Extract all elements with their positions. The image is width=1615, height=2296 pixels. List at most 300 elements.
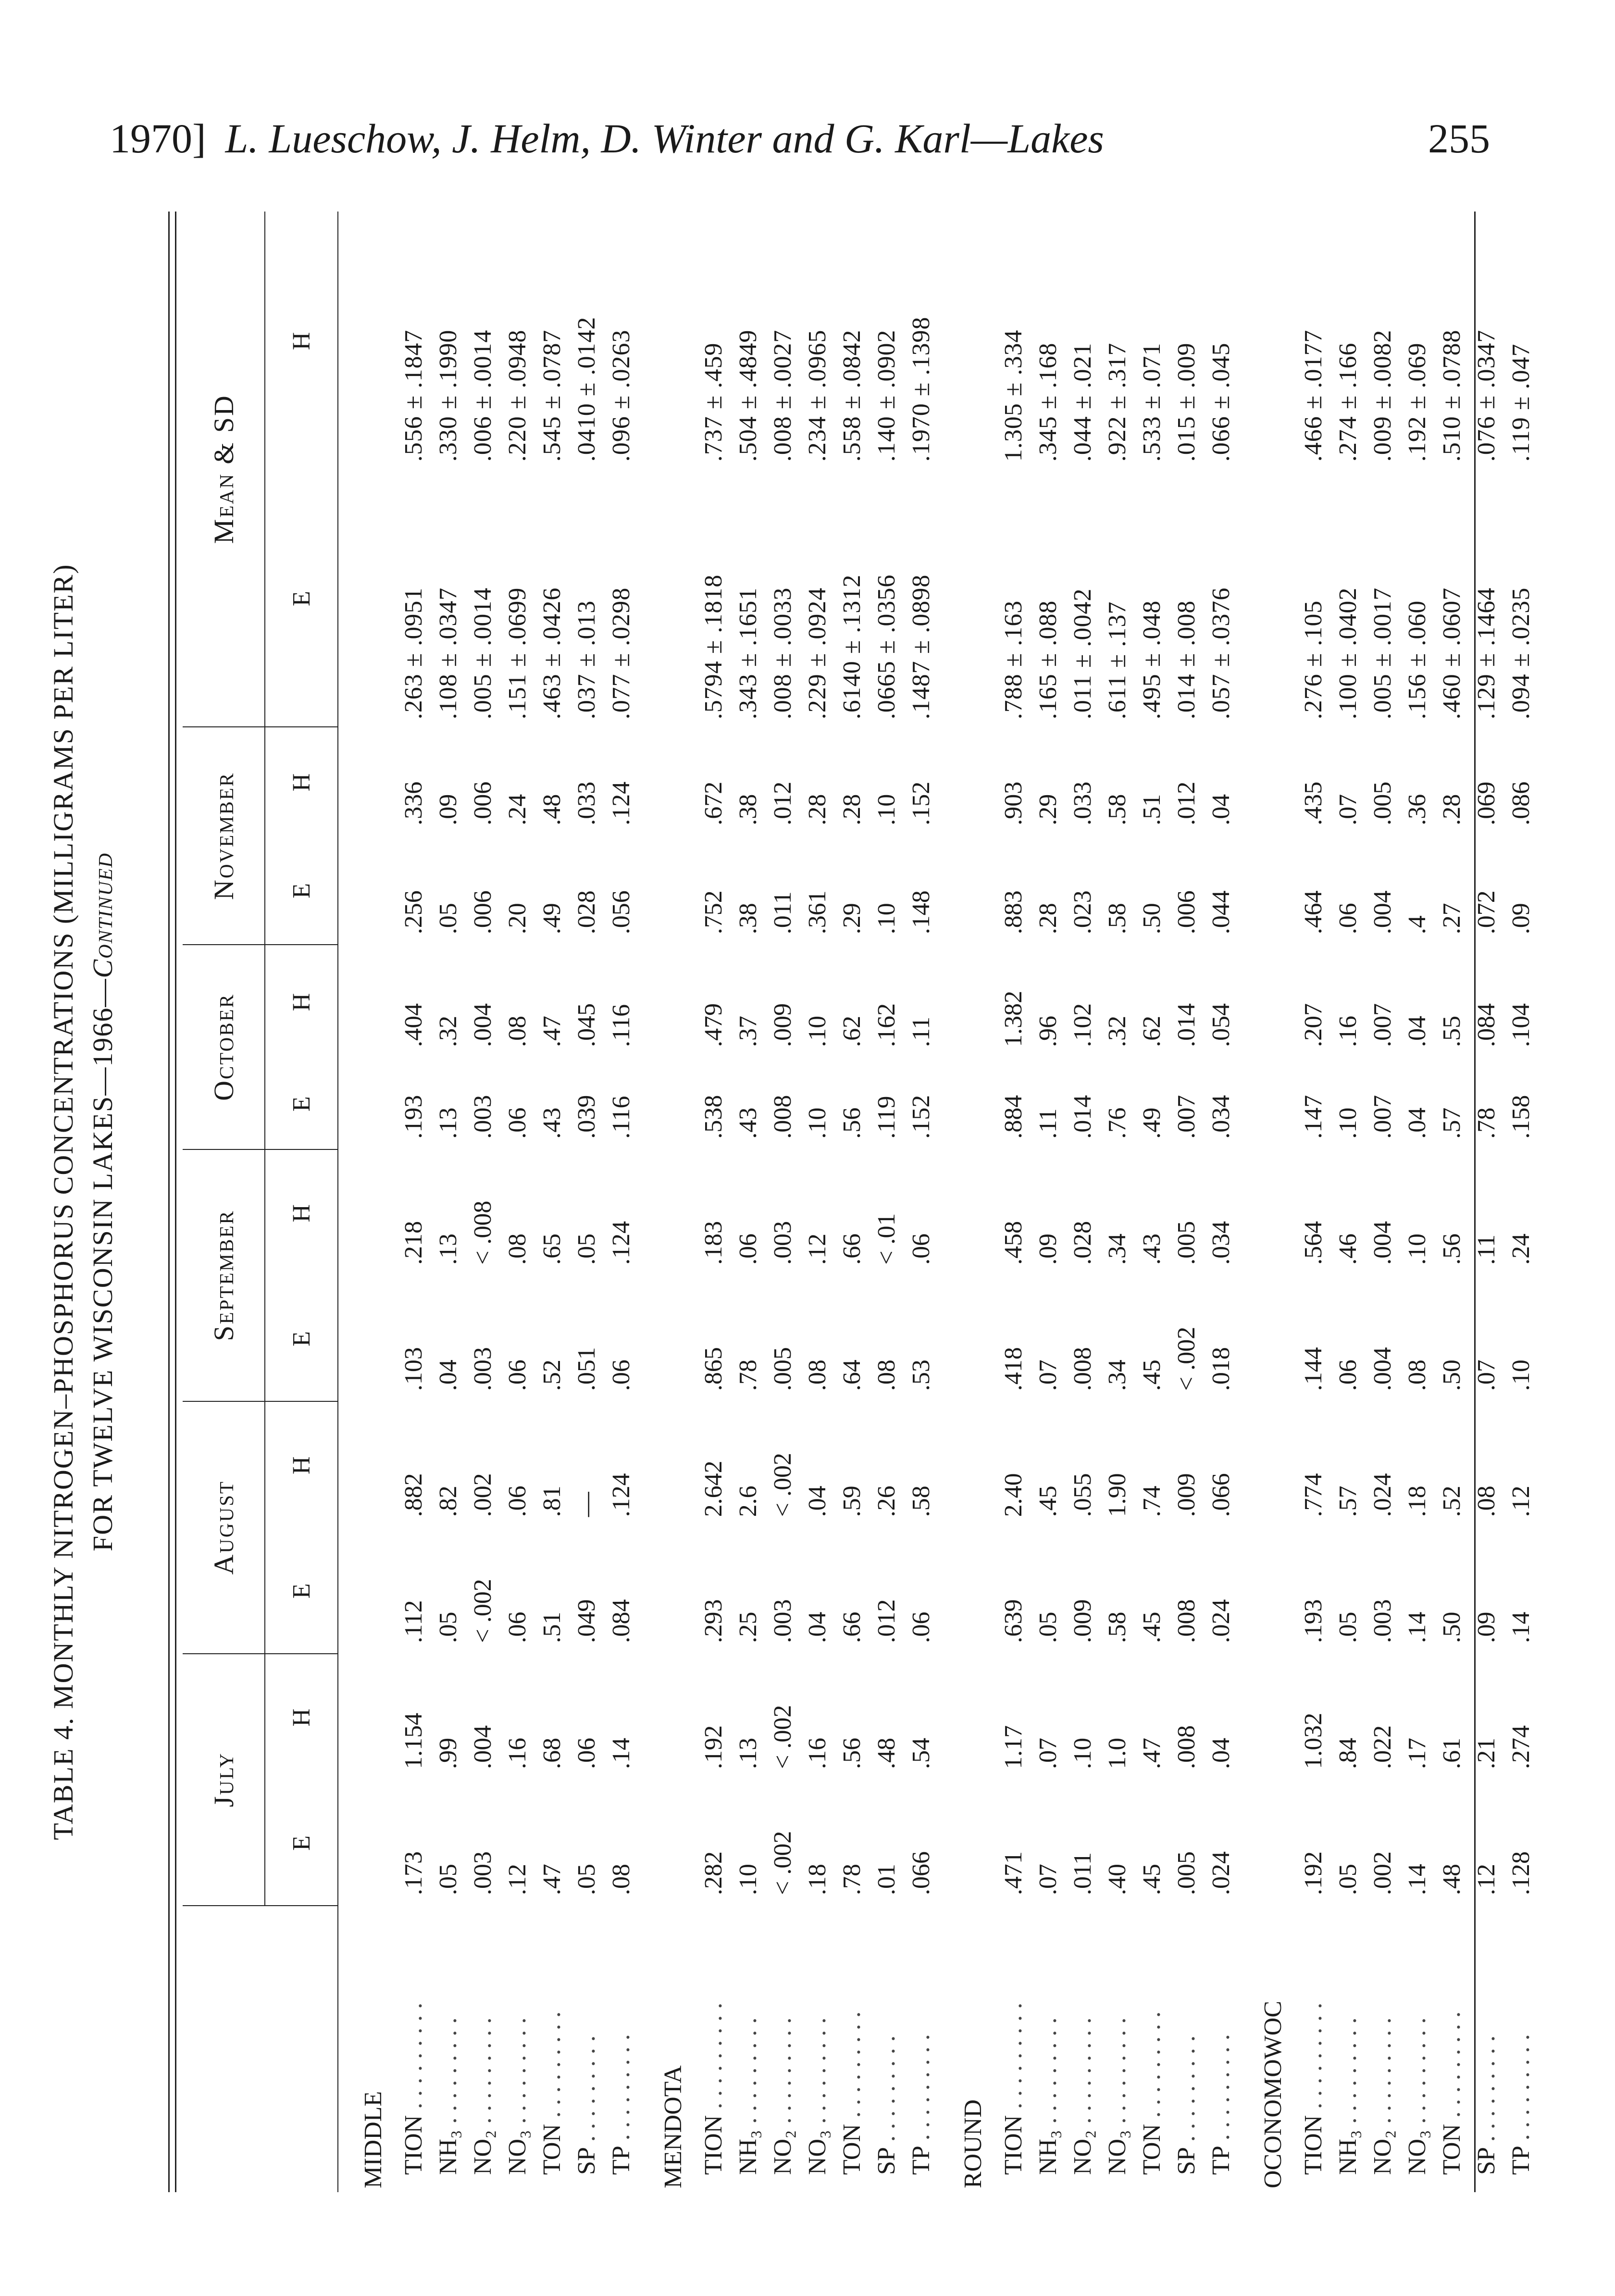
leader-dots: . . . . . . . . .: [1207, 2034, 1235, 2147]
empty-cell: [638, 836, 696, 945]
value-cell: .10: [872, 903, 900, 935]
parameter-name: TON: [1138, 2124, 1166, 2175]
empty-cell: [638, 1149, 696, 1275]
mean-sd-cell: .005 ± .0017: [1368, 587, 1396, 720]
empty-cell: [938, 1058, 996, 1149]
mean-sd-cell: .229 ± .0924: [803, 587, 831, 720]
value-cell: .04: [1403, 1015, 1431, 1047]
empty-cell: [1238, 469, 1296, 727]
value-cell: .049: [572, 1599, 600, 1643]
value-cell: .05: [434, 1864, 462, 1895]
value-cell: .14: [1507, 1611, 1535, 1643]
empty-cell: [1238, 1401, 1296, 1527]
table-row: [1434, 212, 1469, 2192]
value-cell: .024: [1368, 1473, 1396, 1517]
leader-dots: . . . . . . . . .: [1103, 2017, 1131, 2130]
table-top-rule: [168, 212, 170, 2192]
parameter-label: [1065, 1906, 1100, 2192]
mean-sd-cell: .151 ± .0699: [503, 587, 531, 720]
table-row: [569, 212, 604, 2192]
value-cell: .55: [1438, 1015, 1466, 1047]
value-cell: .28: [803, 794, 831, 825]
value-cell: 1.382: [999, 990, 1027, 1047]
mean-sd-cell: .611 ± .137: [1103, 601, 1131, 720]
value-cell: .066: [907, 1851, 935, 1895]
mean-sd-cell: .556 ± .1847: [399, 329, 427, 462]
value-cell: .48: [538, 794, 566, 825]
parameter-name: NO₃: [803, 2130, 831, 2175]
parameter-label: [1296, 1906, 1330, 2192]
parameter-name: TP: [607, 2146, 635, 2175]
parameter-name: SP: [1472, 2148, 1500, 2175]
value-cell: .05: [1334, 1611, 1362, 1643]
parameter-label: [1365, 1906, 1400, 2192]
empty-cell: [638, 1780, 696, 1906]
leader-dots: . . . . . . . . .: [1138, 2011, 1166, 2124]
table-row: [1365, 212, 1400, 2192]
parameter-name: SP: [1172, 2148, 1200, 2175]
value-cell: .14: [1403, 1611, 1431, 1643]
parameter-label: [869, 1906, 904, 2192]
value-cell: .005: [1172, 1851, 1200, 1895]
value-cell: .193: [399, 1095, 427, 1139]
value-cell: .005: [1172, 1221, 1200, 1265]
value-cell: .12: [503, 1864, 531, 1895]
empty-cell: [938, 836, 996, 945]
mean-sd-cell: .5794 ± .1818: [699, 574, 727, 720]
value-cell: .06: [503, 1485, 531, 1517]
sub-header-h: H: [265, 212, 338, 469]
rotated-table-block: [43, 212, 1535, 2192]
value-cell: .004: [1368, 1347, 1396, 1391]
value-cell: .07: [1034, 1360, 1062, 1391]
parameter-label: [1330, 1906, 1365, 2192]
parameter-name: TP: [907, 2146, 935, 2175]
empty-cell: [338, 945, 396, 1058]
value-cell: .116: [607, 1096, 635, 1139]
value-cell: 1.0: [1103, 1737, 1131, 1769]
parameter-label: [465, 1906, 500, 2192]
value-cell: .06: [1334, 903, 1362, 935]
value-cell: .023: [1068, 890, 1096, 935]
value-cell: .06: [572, 1737, 600, 1769]
empty-cell: [338, 1275, 396, 1401]
value-cell: 2.642: [699, 1460, 727, 1517]
value-cell: .32: [434, 1015, 462, 1047]
value-cell: .51: [538, 1611, 566, 1643]
value-cell: .183: [699, 1221, 727, 1265]
month-header-row: [183, 212, 265, 2192]
value-cell: 1.154: [399, 1712, 427, 1769]
value-cell: .36: [1403, 794, 1431, 825]
value-cell: 2.40: [999, 1473, 1027, 1517]
value-cell: .18: [1403, 1485, 1431, 1517]
month-header-mean-sd: Mean & SD: [183, 212, 265, 727]
mean-sd-cell: .015 ± .009: [1172, 342, 1200, 462]
value-cell: .11: [1034, 1108, 1062, 1139]
value-cell: .464: [1299, 890, 1327, 935]
value-cell: .435: [1299, 781, 1327, 825]
data-table-frame: [168, 212, 1535, 2192]
value-cell: .104: [1507, 1003, 1535, 1047]
mean-sd-cell: .057 ± .0376: [1207, 587, 1235, 720]
parameter-label: [1100, 1906, 1134, 2192]
value-cell: .04: [803, 1485, 831, 1517]
volume-year: 1970]: [110, 115, 206, 162]
value-cell: .008: [769, 1095, 796, 1139]
value-cell: .52: [538, 1360, 566, 1391]
value-cell: .274: [1507, 1725, 1535, 1769]
empty-cell: [338, 1780, 396, 1906]
mean-sd-cell: .129 ± .1464: [1472, 587, 1500, 720]
table-row: [834, 212, 869, 2192]
parameter-label: [500, 1906, 534, 2192]
mean-sd-cell: .0410 ± .0142: [572, 316, 600, 462]
leader-dots: . . . . . . . . .: [734, 2017, 762, 2130]
value-cell: .24: [503, 794, 531, 825]
mean-sd-cell: .165 ± .088: [1034, 600, 1062, 720]
value-cell: .006: [1172, 890, 1200, 935]
value-cell: .56: [838, 1107, 866, 1139]
value-cell: .64: [838, 1360, 866, 1391]
value-cell: .054: [1207, 1003, 1235, 1047]
empty-cell: [1238, 1527, 1296, 1653]
table-row: [731, 212, 765, 2192]
table-row: [996, 212, 1031, 2192]
value-cell: .05: [434, 1611, 462, 1643]
leader-dots: . . . . . . . . .: [1068, 2017, 1096, 2130]
mean-sd-cell: .014 ± .008: [1172, 600, 1200, 720]
leader-dots: . . . . . . . . .: [1368, 2017, 1396, 2130]
value-cell: .47: [538, 1864, 566, 1895]
value-cell: .014: [1068, 1095, 1096, 1139]
parameter-name: NO₂: [769, 2130, 796, 2175]
table-row: [765, 212, 800, 2192]
value-cell: .62: [838, 1015, 866, 1047]
value-cell: .066: [1207, 1473, 1235, 1517]
value-cell: .009: [1068, 1599, 1096, 1643]
value-cell: .458: [999, 1221, 1027, 1265]
value-cell: .08: [503, 1015, 531, 1047]
lake-name: OCONOMOWOC: [1259, 2001, 1287, 2188]
table-caption: [43, 212, 168, 2192]
value-cell: .005: [1368, 781, 1396, 825]
value-cell: .16: [803, 1737, 831, 1769]
parameter-label: [431, 1906, 465, 2192]
value-cell: .147: [1299, 1095, 1327, 1139]
value-cell: .08: [1472, 1485, 1500, 1517]
table-row: [869, 212, 904, 2192]
page-number: 255: [1428, 115, 1490, 162]
leader-dots: . . . . . . . . .: [838, 2011, 866, 2124]
leader-dots: . . . . . . . . .: [538, 2011, 566, 2124]
value-cell: .10: [1334, 1107, 1362, 1139]
leader-dots: . . . . . . . . .: [607, 2034, 635, 2147]
value-cell: .18: [803, 1864, 831, 1895]
parameter-label: [1134, 1906, 1169, 2192]
value-cell: .639: [999, 1599, 1027, 1643]
empty-cell: [638, 1654, 696, 1780]
parameter-label: [765, 1906, 800, 2192]
mean-sd-cell: .263 ± .0951: [399, 587, 427, 720]
value-cell: .193: [1299, 1599, 1327, 1643]
mean-sd-cell: .495 ± .048: [1138, 600, 1166, 720]
leader-dots: . . . . . . . . .: [503, 2017, 531, 2130]
value-cell: .45: [1034, 1485, 1062, 1517]
sub-header-e: E: [265, 469, 338, 727]
value-cell: .43: [538, 1107, 566, 1139]
value-cell: .011: [769, 891, 796, 935]
empty-cell: [938, 469, 996, 727]
table-row: [1031, 212, 1065, 2192]
sub-header-e: E: [265, 836, 338, 945]
value-cell: .002: [469, 1473, 497, 1517]
parameter-name: TON: [538, 2124, 566, 2175]
mean-sd-cell: .558 ± .0842: [838, 329, 866, 462]
value-cell: .06: [907, 1611, 935, 1643]
value-cell: .009: [1172, 1473, 1200, 1517]
parameter-name: NO₂: [1068, 2130, 1096, 2175]
value-cell: .17: [1403, 1737, 1431, 1769]
value-cell: .003: [769, 1221, 796, 1265]
value-cell: .903: [999, 781, 1027, 825]
parameter-label: [1400, 1906, 1434, 2192]
empty-cell: [938, 1654, 996, 1780]
lake-name: MIDDLE: [359, 2091, 387, 2188]
sub-header-e: E: [265, 1275, 338, 1401]
value-cell: .102: [1068, 1003, 1096, 1047]
parameter-label: [396, 1906, 431, 2192]
value-cell: .024: [1207, 1851, 1235, 1895]
table-row: [1065, 212, 1100, 2192]
mean-sd-cell: .274 ± .166: [1334, 342, 1362, 462]
parameter-name: NH₃: [1034, 2130, 1062, 2175]
value-cell: .78: [1472, 1107, 1500, 1139]
mean-sd-cell: .009 ± .0082: [1368, 329, 1396, 462]
mean-sd-cell: .343 ± .1651: [734, 587, 762, 720]
value-cell: .08: [872, 1360, 900, 1391]
mean-sd-cell: .008 ± .0033: [769, 587, 796, 720]
value-cell: .119: [872, 1096, 900, 1139]
mean-sd-cell: .011 ± .0042: [1068, 588, 1096, 720]
value-cell: .08: [803, 1360, 831, 1391]
sub-header-h: H: [265, 1401, 338, 1527]
value-cell: .57: [1438, 1107, 1466, 1139]
mean-sd-cell: .545 ± .0787: [538, 329, 566, 462]
leader-dots: . . . . . . . . .: [1507, 2034, 1535, 2147]
value-cell: .004: [469, 1725, 497, 1769]
value-cell: < .002: [469, 1579, 497, 1643]
table-row: [1134, 212, 1169, 2192]
table-row: [1400, 212, 1434, 2192]
sub-header-row: [265, 212, 338, 2192]
table-row: [696, 212, 731, 2192]
value-cell: .884: [999, 1095, 1027, 1139]
value-cell: .774: [1299, 1473, 1327, 1517]
value-cell: .26: [872, 1485, 900, 1517]
value-cell: .13: [434, 1107, 462, 1139]
empty-cell: [938, 1401, 996, 1527]
value-cell: .05: [1034, 1611, 1062, 1643]
empty-cell: [338, 1149, 396, 1275]
parameter-name: TION: [999, 2115, 1027, 2175]
value-cell: .4: [1403, 915, 1431, 935]
value-cell: .003: [769, 1599, 796, 1643]
parameter-label: [696, 1906, 731, 2192]
value-cell: .49: [1138, 1107, 1166, 1139]
leader-dots: . . . . . . . . .: [469, 2017, 497, 2130]
table-row: [1100, 212, 1134, 2192]
value-cell: .48: [872, 1737, 900, 1769]
value-cell: .08: [503, 1233, 531, 1265]
lake-name-row: [1238, 212, 1296, 2192]
value-cell: .50: [1438, 1360, 1466, 1391]
value-cell: .006: [469, 781, 497, 825]
value-cell: .76: [1103, 1107, 1131, 1139]
month-header-july: July: [183, 1654, 265, 1906]
value-cell: .16: [503, 1737, 531, 1769]
table-row: [904, 212, 938, 2192]
empty-cell: [1238, 1654, 1296, 1780]
caption-line-2: [84, 212, 122, 2192]
mean-sd-cell: .6140 ± .1312: [838, 574, 866, 720]
value-cell: .66: [838, 1233, 866, 1265]
value-cell: .01: [872, 1864, 900, 1895]
value-cell: .07: [1334, 794, 1362, 825]
value-cell: < .008: [469, 1200, 497, 1265]
table-row: [431, 212, 465, 2192]
value-cell: .12: [803, 1233, 831, 1265]
value-cell: .06: [503, 1107, 531, 1139]
value-cell: .022: [1368, 1725, 1396, 1769]
value-cell: .34: [1103, 1360, 1131, 1391]
value-cell: .29: [1034, 794, 1062, 825]
lake-name-row: [938, 212, 996, 2192]
value-cell: .471: [999, 1851, 1027, 1895]
mean-sd-cell: .044 ± .021: [1068, 342, 1096, 462]
table-row: [1330, 212, 1365, 2192]
value-cell: .57: [1334, 1485, 1362, 1517]
value-cell: .27: [1438, 903, 1466, 935]
value-cell: .173: [399, 1851, 427, 1895]
empty-cell: [338, 727, 396, 836]
mean-sd-cell: .100 ± .0402: [1334, 587, 1362, 720]
value-cell: .005: [769, 1347, 796, 1391]
empty-cell: [638, 212, 696, 469]
value-cell: .124: [607, 781, 635, 825]
value-cell: .04: [803, 1611, 831, 1643]
mean-sd-cell: .005 ± .0014: [469, 587, 497, 720]
leader-dots: . . . . . . . . .: [1472, 2035, 1500, 2148]
empty-cell: [938, 945, 996, 1058]
value-cell: .59: [838, 1485, 866, 1517]
mean-sd-cell: .006 ± .0014: [469, 329, 497, 462]
value-cell: .148: [907, 890, 935, 935]
mean-sd-cell: .533 ± .071: [1138, 342, 1166, 462]
value-cell: .034: [1207, 1095, 1235, 1139]
parameter-name: NO₂: [469, 2130, 497, 2175]
value-cell: .65: [538, 1233, 566, 1265]
sub-header-e: E: [265, 1780, 338, 1906]
value-cell: .009: [769, 1003, 796, 1047]
table-row: [1503, 212, 1538, 2192]
table-row: [465, 212, 500, 2192]
value-cell: .192: [1299, 1851, 1327, 1895]
value-cell: .58: [1103, 1611, 1131, 1643]
caption-continued: Continued: [87, 852, 118, 978]
leader-dots: . . . . . . . . .: [769, 2017, 796, 2130]
value-cell: .25: [734, 1611, 762, 1643]
value-cell: .45: [1138, 1611, 1166, 1643]
parameter-name: TON: [838, 2124, 866, 2175]
parameter-label: [569, 1906, 604, 2192]
parameter-label: [1204, 1906, 1238, 2192]
empty-cell: [1238, 1275, 1296, 1401]
empty-cell: [1238, 727, 1296, 836]
value-cell: .47: [538, 1015, 566, 1047]
value-cell: .192: [699, 1725, 727, 1769]
value-cell: .033: [572, 781, 600, 825]
value-cell: .012: [769, 781, 796, 825]
empty-cell: [938, 727, 996, 836]
lake-group: [638, 212, 938, 2192]
mean-sd-cell: .922 ± .317: [1103, 342, 1131, 462]
empty-cell: [938, 1527, 996, 1653]
month-header-august: August: [183, 1401, 265, 1653]
sub-header-h: H: [265, 945, 338, 1058]
value-cell: .10: [734, 1864, 762, 1895]
value-cell: .007: [1368, 1095, 1396, 1139]
value-cell: .16: [1334, 1015, 1362, 1047]
empty-cell: [638, 727, 696, 836]
parameter-name: NO₃: [1403, 2130, 1431, 2175]
parameter-label: [904, 1906, 938, 2192]
value-cell: .68: [538, 1737, 566, 1769]
mean-sd-cell: .094 ± .0235: [1507, 587, 1535, 720]
mean-sd-cell: .1970 ± .1398: [907, 316, 935, 462]
value-cell: .012: [872, 1599, 900, 1643]
value-cell: .34: [1103, 1233, 1131, 1265]
mean-sd-cell: .788 ± .163: [999, 600, 1027, 720]
parameter-name: NH₃: [434, 2130, 462, 2175]
value-cell: .002: [1368, 1851, 1396, 1895]
leader-dots: . . . . . . . . .: [434, 2017, 462, 2130]
value-cell: .007: [1172, 1095, 1200, 1139]
value-cell: .28: [1438, 794, 1466, 825]
value-cell: .007: [1368, 1003, 1396, 1047]
value-cell: < .002: [769, 1453, 796, 1517]
mean-sd-cell: .0665 ± .0356: [872, 574, 900, 720]
value-cell: .07: [1034, 1864, 1062, 1895]
mean-sd-cell: .156 ± .060: [1403, 600, 1431, 720]
value-cell: .282: [699, 1851, 727, 1895]
value-cell: .116: [607, 1004, 635, 1047]
value-cell: .05: [1334, 1864, 1362, 1895]
value-cell: < .002: [1172, 1326, 1200, 1391]
value-cell: .81: [538, 1485, 566, 1517]
empty-cell: [1238, 1058, 1296, 1149]
value-cell: .10: [872, 794, 900, 825]
empty-cell: [338, 1401, 396, 1527]
mean-sd-cell: .220 ± .0948: [503, 329, 531, 462]
value-cell: .78: [838, 1864, 866, 1895]
parameter-name: SP: [572, 2148, 600, 2175]
value-cell: .50: [1138, 903, 1166, 935]
value-cell: < .002: [769, 1705, 796, 1769]
value-cell: .128: [1507, 1851, 1535, 1895]
value-cell: .293: [699, 1599, 727, 1643]
value-cell: .61: [1438, 1737, 1466, 1769]
